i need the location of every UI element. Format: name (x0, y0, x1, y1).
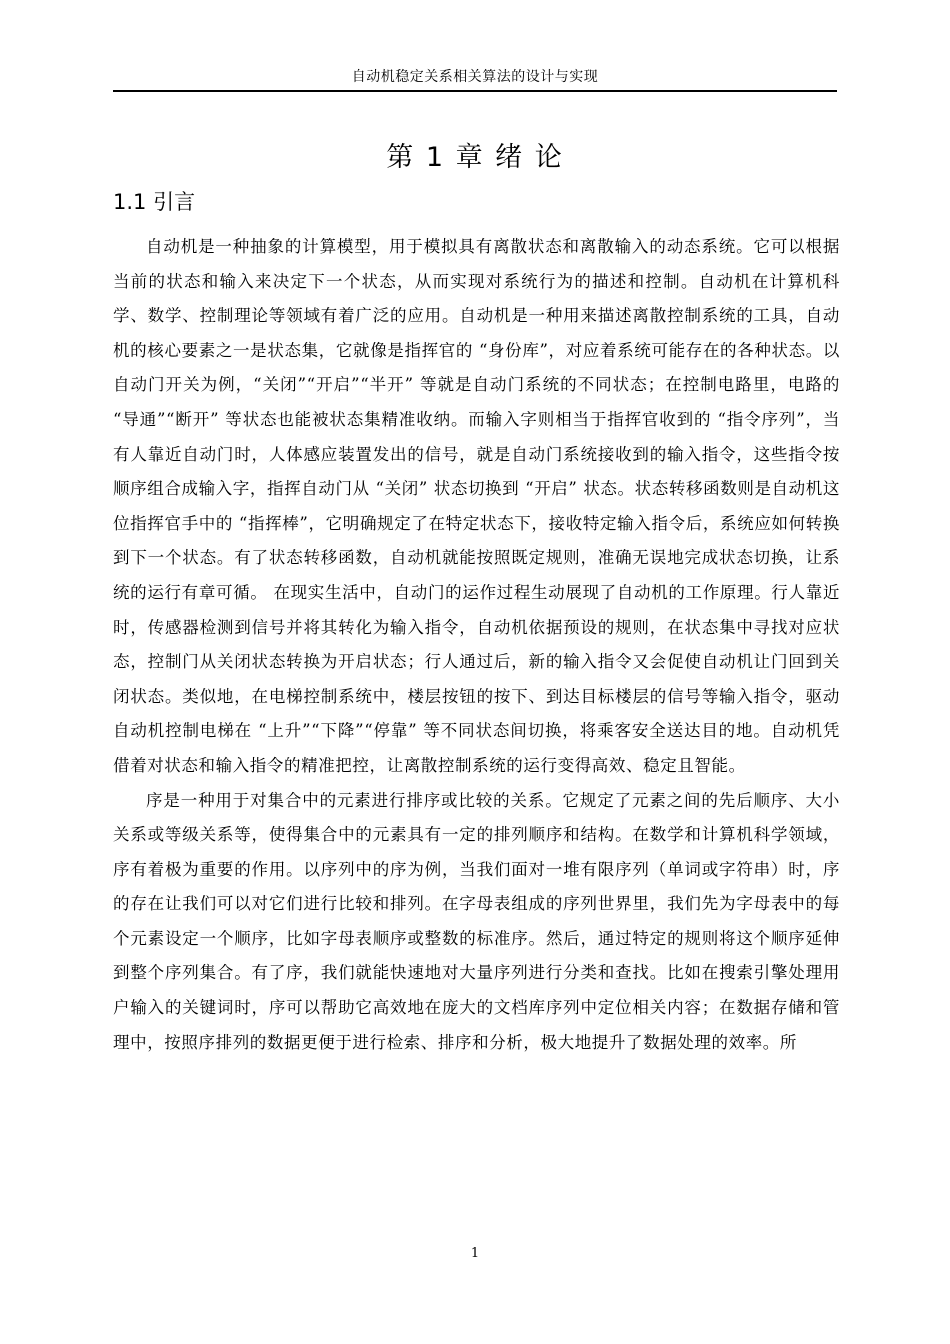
body-text (113, 230, 840, 1060)
paragraph-intro-order: 序是一种用于对集合中的元素进行排序或比较的关系。它规定了元素之间的先后顺序、大小关系或等级关系等，使得集合中的元素具有一定的排列顺序和结构。在数学和计算机科学领域，序有着极为重要的作用。以序列中的序为例，当我们面对一堆有限序列（单词或字符串）时，序的存在让我们可以对它们进行比较和排列。在字母表组成的序列世界里，我们先为字母表中的每个元素设定一个顺序，比如字母表顺序或整数的标准序。然后，通过特定的规则将这个顺序延伸到整个序列集合。有了序，我们就能快速地对大量序列进行分类和查找。比如在搜索引擎处理用户输入的关键词时，序可以帮助它高效地在庞大的文档库序列中定位相关内容；在数据存储和管理中，按照序排列的数据更便于进行检索、排序和分析，极大地提升了数据处理的效率。所 (113, 790, 840, 1052)
chapter-title: 第 1 章 绪 论 (386, 142, 564, 173)
section-title: 1.1 引言 (113, 190, 196, 214)
paragraph-intro-automata: 自动机是一种抽象的计算模型，用于模拟具有离散状态和离散输入的动态系统。它可以根据当前的状态和输入来决定下一个状态，从而实现对系统行为的描述和控制。自动机在计算机科学、数学、控制理论等领域有着广泛的应用。自动机是一种用来描述离散控制系统的工具，自动机的核心要素之一是状态集，它就像是指挥官的 “身份库”，对应着系统可能存在的各种状态。以自动门开关为例，“关闭”“开启”“半开” 等就是自动门系统的不同状态；在控制电路里，电路的 “导通”“断开” 等状态也能被状态集精准收纳。而输入字则相当于指挥官收到的 “指令序列”，当有人靠近自动门时，人体感应装置发出的信号，就是自动门系统接收到的输入指令，这些指令按顺序组合成输入字，指挥自动门从 “关闭” 状态切换到 “开启” 状态。状态转移函数则是自动机这位指挥官手中的 “指挥棒”，它明确规定了在特定状态下，接收特定输入指令后，系统应如何转换到下一个状态。有了状态转移函数，自动机就能按照既定规则，准确无误地完成状态切换，让系统的运行有章可循。 在现实生活中，自动门的运作过程生动展现了自动机的工作原理。行人靠近时，传感器检测到信号并将其转化为输入指令，自动机依据预设的规则，在状态集中寻找对应状态，控制门从关闭状态转换为开启状态；行人通过后，新的输入指令又会促使自动机让门回到关闭状态。类似地，在电梯控制系统中，楼层按钮的按下、到达目标楼层的信号等输入指令，驱动自动机控制电梯在 “上升”“下降”“停靠” 等不同状态间切换，将乘客安全送达目的地。自动机凭借着对状态和输入指令的精准把控，让离散控制系统的运行变得高效、稳定且智能。 (113, 237, 840, 775)
page-number: 1 (470, 1246, 480, 1261)
running-header: 自动机稳定关系相关算法的设计与实现 (113, 64, 837, 92)
